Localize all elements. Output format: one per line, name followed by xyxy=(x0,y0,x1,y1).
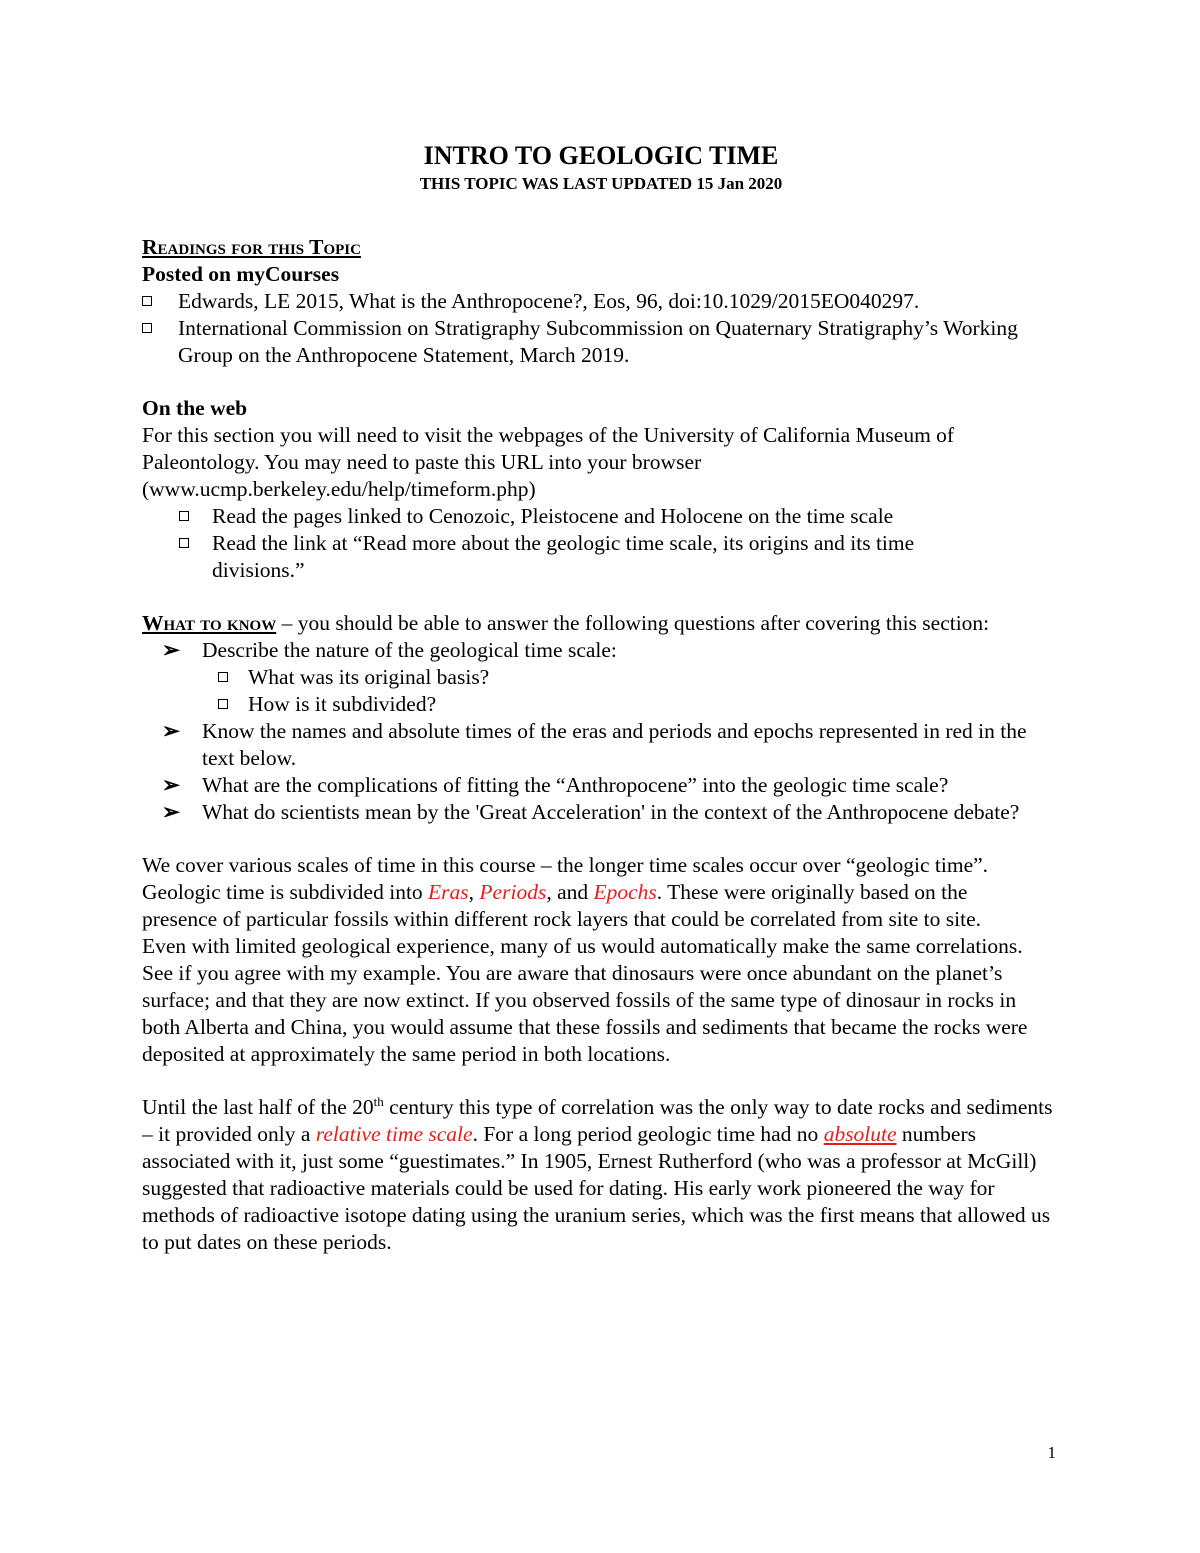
term-absolute: absolute xyxy=(823,1122,897,1146)
checkbox-bullet-icon xyxy=(142,296,152,306)
web-item: Read the link at “Read more about the geologic time scale, its origins and its time divisions.” xyxy=(142,530,1060,584)
know-question: ➢ Know the names and absolute times of the eras and periods and epochs represented in red in the text below. xyxy=(162,719,1027,770)
know-subquestion: How is it subdivided? xyxy=(142,691,1060,718)
checkbox-bullet-icon xyxy=(218,699,228,709)
know-question: ➢ What are the complications of fitting the “Anthropocene” into the geologic time scale? xyxy=(162,773,949,797)
term-relative-time-scale: relative time scale xyxy=(315,1122,473,1146)
know-subquestion: What was its original basis? xyxy=(142,664,1060,691)
body-paragraph-2: Until the last half of the 20th century this type of correlation was the only way to date rocks and sediments – it provided only a relative time scale. For a long period geologic time had no absolute numbers associated with it, just some “guestimates.” In 1905, Ernest Rutherford (who was a professor at McGill) suggested that radioactive materials could be used for dating. His early work pioneered the way for methods of radioactive isotope dating using the uranium series, which was the first means that allowed us to put dates on these periods. xyxy=(142,1093,1053,1254)
body-paragraph-1: We cover various scales of time in this course – the longer time scales occur over “geologic time”. Geologic time is subdivided into Eras, Periods, and Epochs. These were originally based on the presence of particular fossils within different rock layers that could be correlated from site to site. Even with limited geological experience, many of us would automatically make the same correlations. See if you agree with my example. You are aware that dinosaurs were once abundant on the planet’s surface; and that they are now extinct. If you observed fossils of the same type of dinosaur in rocks in both Alberta and China, you would assume that these fossils and sediments that became the rocks were deposited at approximately the same period in both locations. xyxy=(142,853,1028,1066)
know-intro: What to know – you should be able to answer the following questions after covering this section: xyxy=(142,611,990,635)
term-eras: Eras xyxy=(428,880,469,904)
posted-item: Edwards, LE 2015, What is the Anthropocene?, Eos, 96, doi:10.1029/2015EO040297. xyxy=(142,288,1060,315)
posted-label: Posted on myCourses xyxy=(142,262,340,286)
know-heading: What to know xyxy=(142,611,277,635)
posted-item: International Commission on Stratigraphy Subcommission on Quaternary Stratigraphy’s Working Group on the Anthropocene Statement, March 2019. xyxy=(142,315,1060,369)
term-epochs: Epochs xyxy=(593,880,657,904)
know-question: ➢ What do scientists mean by the 'Great Acceleration' in the context of the Anthropocene debate? xyxy=(162,800,1020,824)
arrow-bullet-icon: ➢ xyxy=(162,773,181,797)
arrow-bullet-icon: ➢ xyxy=(162,800,181,824)
checkbox-bullet-icon xyxy=(142,323,152,333)
page-number: 1 xyxy=(1047,1443,1056,1462)
know-question: ➢ Describe the nature of the geological time scale: xyxy=(162,638,617,662)
arrow-bullet-icon: ➢ xyxy=(162,638,181,662)
document-page xyxy=(142,140,1060,1256)
term-periods: Periods xyxy=(479,880,547,904)
page-title: INTRO TO GEOLOGIC TIME xyxy=(423,141,779,170)
checkbox-bullet-icon xyxy=(179,538,189,548)
web-item: Read the pages linked to Cenozoic, Pleistocene and Holocene on the time scale xyxy=(142,503,1060,530)
checkbox-bullet-icon xyxy=(179,511,189,521)
checkbox-bullet-icon xyxy=(218,672,228,682)
arrow-bullet-icon: ➢ xyxy=(162,719,181,743)
readings-heading: Readings for this Topic xyxy=(142,235,361,259)
web-intro: For this section you will need to visit the webpages of the University of California Museum of Paleontology. You may need to paste this URL into your browser (www.ucmp.berkeley.edu/help/timeform.php) xyxy=(142,423,955,501)
spacer xyxy=(142,196,1060,222)
last-updated: THIS TOPIC WAS LAST UPDATED 15 Jan 2020 xyxy=(419,174,783,193)
web-label: On the web xyxy=(142,396,248,420)
